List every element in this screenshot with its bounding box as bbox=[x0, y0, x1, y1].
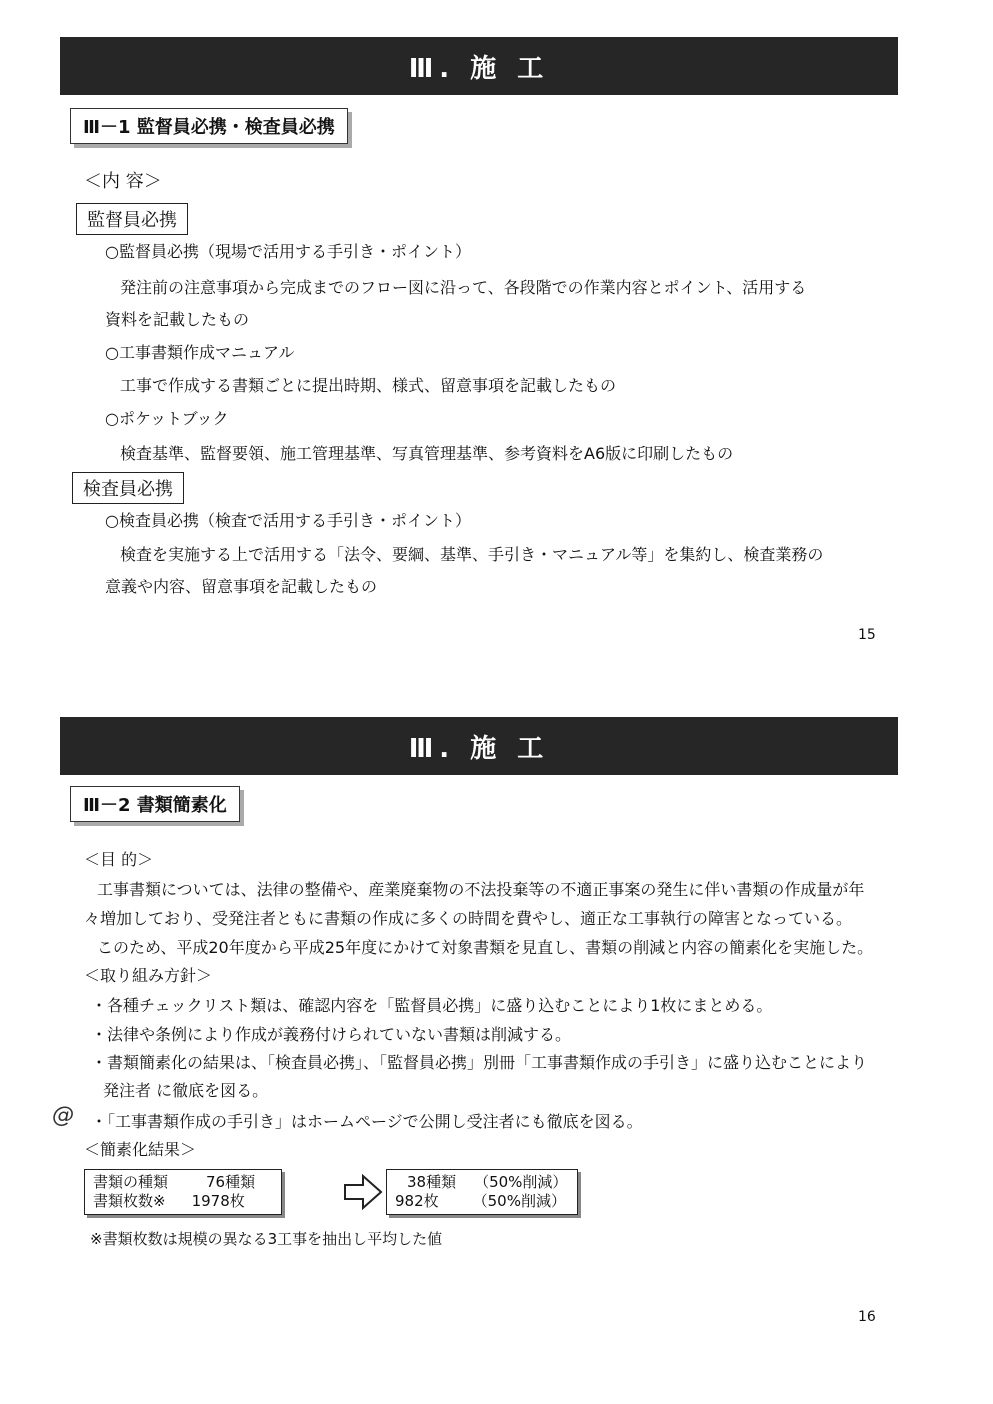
purpose-line: 々増加しており、受発注者ともに書類の作成に多くの時間を費やし、適正な工事執行の障害となっている。 bbox=[84, 909, 853, 928]
item-line: 検査を実施する上で活用する「法令、要綱、基準、手引き・マニュアル等」を集約し、検査業務の bbox=[120, 545, 824, 564]
page1-banner bbox=[60, 37, 898, 95]
item-line: 発注前の注意事項から完成までのフロー図に沿って、各段階での作業内容とポイント、活用する bbox=[120, 278, 807, 297]
before-row bbox=[93, 1192, 273, 1211]
item-label: ○ポケットブック bbox=[105, 409, 229, 428]
item-line: 資料を記載したもの bbox=[105, 310, 250, 329]
policy-line: ・書類簡素化の結果は、「検査員必携」、「監督員必携」別冊「工事書類作成の手引き」に盛り込むことにより bbox=[91, 1053, 868, 1072]
footnote: ※書類枚数は規模の異なる3工事を抽出し平均した値 bbox=[90, 1230, 443, 1248]
policy-line: ・各種チェックリスト類は、確認内容を「監督員必携」に盛り込むことにより1枚にまとめる。 bbox=[91, 996, 773, 1015]
group1-title: 監督員必携 bbox=[76, 203, 188, 235]
page2-banner bbox=[60, 717, 898, 775]
after-note: （50%削減） bbox=[472, 1192, 566, 1210]
after-value: 38種類 bbox=[407, 1173, 457, 1191]
page-number: 16 bbox=[858, 1309, 876, 1325]
after-note: （50%削減） bbox=[474, 1173, 568, 1191]
after-row bbox=[395, 1192, 569, 1211]
after-value: 982枚 bbox=[395, 1192, 439, 1210]
right-arrow-icon bbox=[343, 1174, 383, 1210]
page1-section-title: Ⅲ－1 監督員必携・検査員必携 bbox=[70, 108, 348, 144]
policy-line: ・「工事書類作成の手引き」はホームページで公開し受注者にも徹底を図る。 bbox=[91, 1112, 643, 1131]
banner-title: Ⅲ. 施 工 bbox=[408, 53, 550, 84]
item-label: ○監督員必携（現場で活用する手引き・ポイント） bbox=[105, 242, 471, 261]
item-line: 意義や内容、留意事項を記載したもの bbox=[105, 577, 378, 596]
before-box bbox=[84, 1169, 282, 1215]
after-box bbox=[386, 1169, 578, 1215]
item-label: ○工事書類作成マニュアル bbox=[105, 343, 295, 362]
purpose-line: 工事書類については、法律の整備や、産業廃棄物の不法投棄等の不適正事案の発生に伴い書類の作成量が年 bbox=[97, 880, 865, 899]
item-label: ○検査員必携（検査で活用する手引き・ポイント） bbox=[105, 511, 471, 530]
before-label: 書類の種類 bbox=[93, 1173, 169, 1191]
purpose-line: このため、平成20年度から平成25年度にかけて対象書類を見直し、書類の削減と内容の簡素化を実施した。 bbox=[97, 938, 874, 957]
item-line: 工事で作成する書類ごとに提出時期、様式、留意事項を記載したもの bbox=[120, 376, 617, 395]
banner-title: Ⅲ. 施 工 bbox=[408, 733, 550, 764]
policy-line: ・法律や条例により作成が義務付けられていない書類は削減する。 bbox=[91, 1025, 572, 1044]
content-heading: ＜内 容＞ bbox=[84, 171, 162, 192]
before-value: 76種類 bbox=[206, 1173, 256, 1191]
policy-heading: ＜取り組み方針＞ bbox=[84, 966, 213, 985]
page2-section-title: Ⅲ－2 書類簡素化 bbox=[70, 786, 240, 822]
item-line: 検査基準、監督要領、施工管理基準、写真管理基準、参考資料をA6版に印刷したもの bbox=[120, 444, 734, 463]
before-row bbox=[93, 1173, 273, 1192]
page-number: 15 bbox=[858, 627, 876, 643]
purpose-heading: ＜目 的＞ bbox=[84, 850, 154, 869]
result-heading: ＜簡素化結果＞ bbox=[84, 1140, 197, 1159]
group2-title: 検査員必携 bbox=[72, 472, 184, 504]
policy-line: 発注者 に徹底を図る。 bbox=[103, 1081, 269, 1100]
before-label: 書類枚数※ bbox=[93, 1192, 166, 1210]
handwritten-mark: @ bbox=[52, 1103, 74, 1128]
before-value: 1978枚 bbox=[191, 1192, 245, 1210]
after-row bbox=[395, 1173, 569, 1192]
